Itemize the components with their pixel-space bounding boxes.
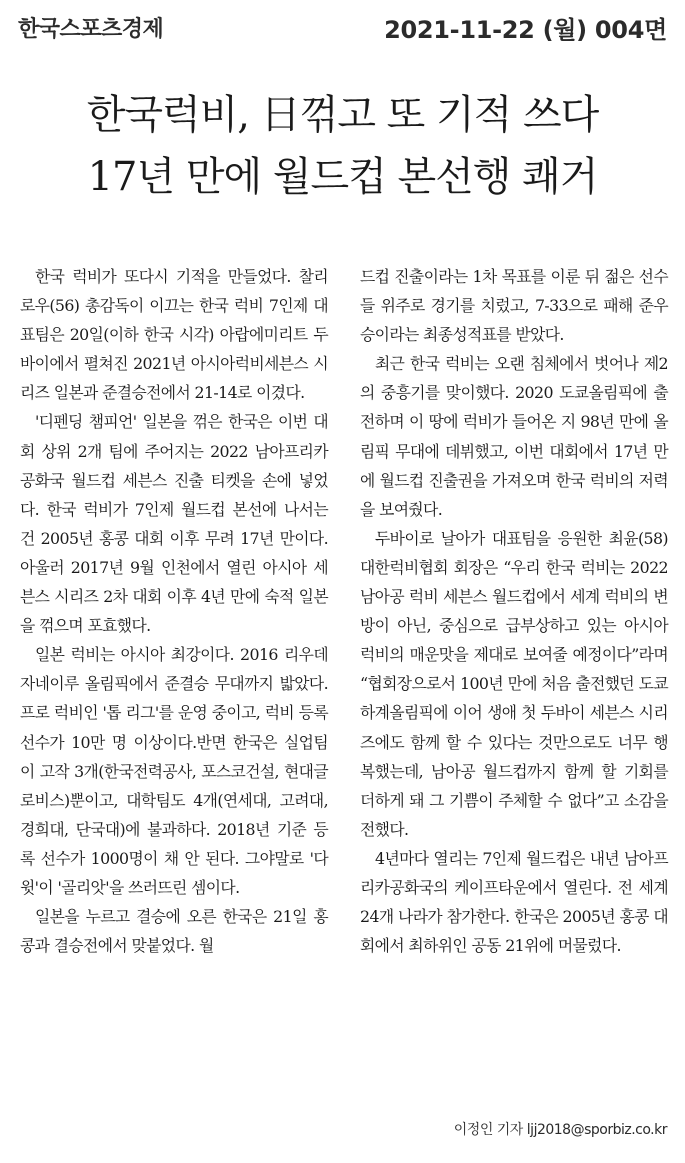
article-column-right <box>360 262 668 960</box>
publication-name: 한국스포츠경제 <box>18 17 164 42</box>
article-column-left <box>20 262 328 960</box>
article-paragraph: 한국 럭비가 또다시 기적을 만들었다. 찰리 로우(56) 총감독이 이끄는 한국 럭비 7인제 대표팀은 20일(이하 한국 시각) 아랍에미리트 두바이에서 펼쳐진 2021년 아시아럭비세븐스 시리즈 일본과 준결승전에서 21-14로 이겼다. <box>20 267 328 403</box>
page-header <box>0 0 685 52</box>
article-paragraph: '디펜딩 챔피언' 일본을 꺾은 한국은 이번 대회 상위 2개 팀에 주어지는 2022 남아프리카공화국 월드컵 세븐스 진출 티켓을 손에 넣었다. 한국 럭비가 7인제 월드컵 본선에 나서는 건 2005년 홍콩 대회 이후 무려 17년 만이다. 아울러 2017년 9월 인천에서 열린 아시아 세븐스 시리즈 2차 대회 이후 4년 만에 숙적 일본을 꺾으며 포효했다. <box>20 412 328 636</box>
article-paragraph: 두바이로 날아가 대표팀을 응원한 최윤(58) 대한럭비협회 회장은 “우리 한국 럭비는 2022 남아공 럭비 세븐스 월드컵에서 세계 럭비의 변방이 아닌, 중심으로 급부상하고 있는 아시아 럭비의 매운맛을 제대로 보여줄 예정이다”라며 “협회장으로서 100년 만에 처음 출전했던 도쿄하계올림픽에 이어 생애 첫 두바이 세븐스 시리즈에도 함께 할 수 있다는 것만으로도 너무 행복했는데, 남아공 월드컵까지 함께 할 기회를 더하게 돼 그 기쁨이 주체할 수 없다”고 소감을 전했다. <box>360 528 668 839</box>
headline-line-2: 17년 만에 월드컵 본선행 쾌거 <box>87 154 598 200</box>
article-paragraph-continued: 드컵 진출이라는 1차 목표를 이룬 뒤 젊은 선수들 위주로 경기를 치렀고, 7-33으로 패해 준우승이라는 최종성적표를 받았다. <box>360 267 668 345</box>
headline-line-1: 한국럭비, 日꺾고 또 기적 쓰다 <box>86 92 599 138</box>
article-headline <box>0 84 685 208</box>
article-paragraph: 일본 럭비는 아시아 최강이다. 2016 리우데자네이루 올림픽에서 준결승 무대까지 밟았다. 프로 럭비인 '톱 리그'를 운영 중이고, 럭비 등록 선수가 10만 명 이상이다.반면 한국은 실업팀이 고작 3개(한국전력공사, 포스코건설, 현대글로비스)뿐이고, 대학팀도 4개(연세대, 고려대, 경희대, 단국대)에 불과하다. 2018년 기준 등록 선수가 1000명이 채 안 된다. 그야말로 '다윗'이 '골리앗'을 쓰러뜨린 셈이다. <box>20 645 328 897</box>
article-paragraph: 일본을 누르고 결승에 오른 한국은 21일 홍콩과 결승전에서 맞붙었다. 월 <box>20 907 328 956</box>
article-paragraph: 4년마다 열리는 7인제 월드컵은 내년 남아프리카공화국의 케이프타운에서 열린다. 전 세계 24개 나라가 참가한다. 한국은 2005년 홍콩 대회에서 최하위인 공동 21위에 머물렀다. <box>360 848 668 956</box>
article-paragraph: 최근 한국 럭비는 오랜 침체에서 벗어나 제2의 중흥기를 맞이했다. 2020 도쿄올림픽에 출전하며 이 땅에 럭비가 들어온 지 98년 만에 올림픽 무대에 데뷔했고, 이번 대회에서 17년 만에 월드컵 진출권을 가져오며 한국 럭비의 저력을 보여줬다. <box>360 354 668 519</box>
publication-date-page: 2021-11-22 (월) 004면 <box>384 16 667 44</box>
article-byline: 이정인 기자 ljj2018@sporbiz.co.kr <box>453 1122 667 1138</box>
